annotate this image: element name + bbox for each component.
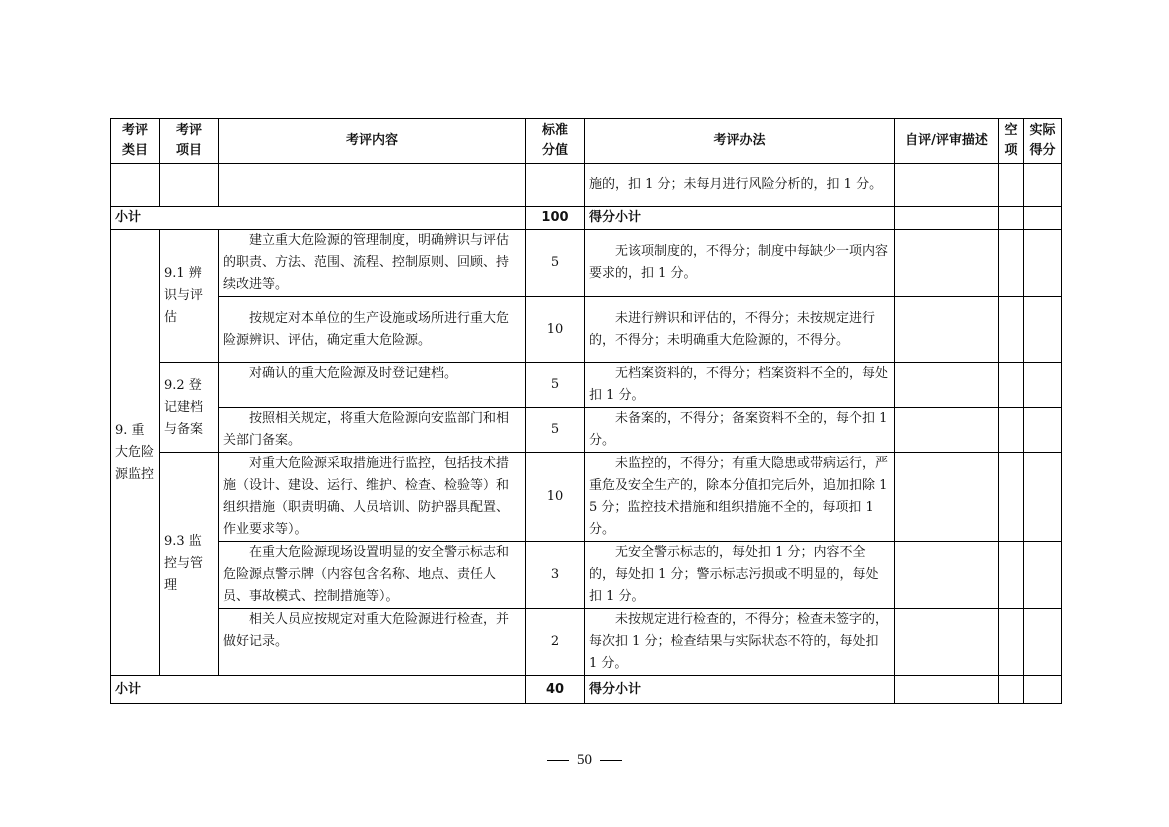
table-row [111, 408, 1062, 453]
table-row [111, 542, 1062, 609]
method-cell: 无该项制度的，不得分；制度中每缺少一项内容要求的，扣 1 分。 [585, 230, 895, 297]
method-cell: 未进行辨识和评估的，不得分；未按规定进行的，不得分；未明确重大危险源的，不得分。 [585, 297, 895, 363]
table-row [111, 230, 1062, 297]
method-cell: 未按规定进行检查的，不得分；检查未签字的，每次扣 1 分；检查结果与实际状态不符的，每处扣 1 分。 [585, 609, 895, 676]
continuation-method: 施的，扣 1 分；未每月进行风险分析的，扣 1 分。 [585, 164, 895, 207]
header-category: 考评 类目 [111, 119, 160, 164]
method-cell: 无档案资料的，不得分；档案资料不全的，每处扣 1 分。 [585, 363, 895, 408]
score-subtotal-label: 得分小计 [585, 676, 895, 704]
header-method: 考评办法 [585, 119, 895, 164]
subtotal-value: 40 [526, 676, 585, 704]
evaluation-table [110, 118, 1062, 704]
category-cell: 9. 重大危险源监控 [111, 230, 160, 676]
content-cell: 对重大危险源采取措施进行监控，包括技术措施（设计、建设、运行、维护、检查、检验等）和组织措施（职责明确、人员培训、防护器具配置、作业要求等）。 [219, 453, 526, 542]
method-cell: 未备案的，不得分；备案资料不全的，每个扣 1 分。 [585, 408, 895, 453]
subtotal-row [111, 207, 1062, 230]
points-cell: 2 [526, 609, 585, 676]
points-cell: 3 [526, 542, 585, 609]
points-cell: 5 [526, 230, 585, 297]
points-cell: 10 [526, 453, 585, 542]
content-cell: 按规定对本单位的生产设施或场所进行重大危险源辨识、评估，确定重大危险源。 [219, 297, 526, 363]
group-name: 9.1 辨识与评估 [160, 230, 219, 363]
content-cell: 相关人员应按规定对重大危险源进行检查，并做好记录。 [219, 609, 526, 676]
content-cell: 对确认的重大危险源及时登记建档。 [219, 363, 526, 408]
header-item: 考评 项目 [160, 119, 219, 164]
page-number [0, 752, 1169, 769]
table-row [111, 609, 1062, 676]
content-cell: 按照相关规定，将重大危险源向安监部门和相关部门备案。 [219, 408, 526, 453]
table-row [111, 297, 1062, 363]
header-standard-points: 标准 分值 [526, 119, 585, 164]
header-empty: 空 项 [999, 119, 1024, 164]
points-cell: 10 [526, 297, 585, 363]
right-dash [600, 760, 622, 761]
table-row [111, 363, 1062, 408]
subtotal-label: 小计 [111, 207, 526, 230]
header-content: 考评内容 [219, 119, 526, 164]
subtotal-label: 小计 [111, 676, 526, 704]
method-cell: 无安全警示标志的，每处扣 1 分；内容不全的，每处扣 1 分；警示标志污损或不明显的，每处扣 1 分。 [585, 542, 895, 609]
points-cell: 5 [526, 408, 585, 453]
page-number-value: 50 [577, 752, 592, 768]
subtotal-value: 100 [526, 207, 585, 230]
table-row [111, 453, 1062, 542]
subtotal-row [111, 676, 1062, 704]
points-cell: 5 [526, 363, 585, 408]
group-name: 9.2 登记建档与备案 [160, 363, 219, 453]
header-self-eval: 自评/评审描述 [895, 119, 999, 164]
continuation-row [111, 164, 1062, 207]
left-dash [547, 760, 569, 761]
header-row [111, 119, 1062, 164]
method-cell: 未监控的，不得分；有重大隐患或带病运行，严重危及安全生产的，除本分值扣完后外，追加扣除 15 分；监控技术措施和组织措施不全的，每项扣 1 分。 [585, 453, 895, 542]
content-cell: 在重大危险源现场设置明显的安全警示标志和危险源点警示牌（内容包含名称、地点、责任人员、事故模式、控制措施等）。 [219, 542, 526, 609]
header-actual-score: 实际 得分 [1024, 119, 1062, 164]
group-name: 9.3 监控与管理 [160, 453, 219, 676]
content-cell: 建立重大危险源的管理制度，明确辨识与评估的职责、方法、范围、流程、控制原则、回顾、持续改进等。 [219, 230, 526, 297]
score-subtotal-label: 得分小计 [585, 207, 895, 230]
